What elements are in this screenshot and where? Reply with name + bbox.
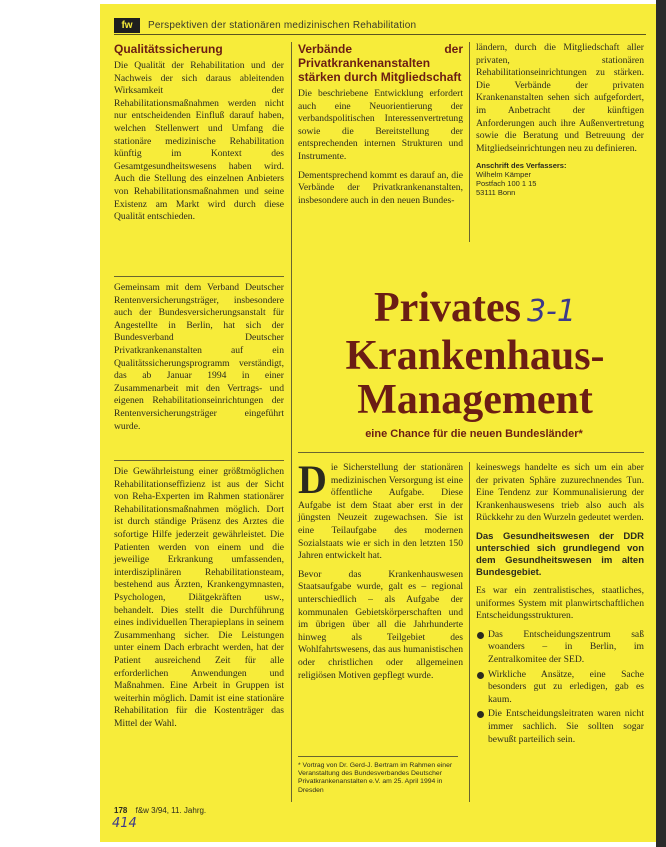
article-column-2 [476, 462, 644, 748]
left-column [114, 42, 284, 230]
author-label: Anschrift des Verfassers: [476, 161, 567, 171]
handwritten-note: 3-1 [526, 294, 576, 329]
section-heading-verbaende: Verbände der Privatkrankenanstalten stärken durch Mitgliedschaft [298, 42, 463, 84]
paragraph: Es war ein zentralistisches, staatliches, uniformes System mit planwirtschaftlichen Entscheidungsstrukturen. [476, 584, 644, 622]
author-line: Postfach 100 1 15 [476, 179, 537, 189]
author-line: 53111 Bonn [476, 188, 516, 198]
left-column-part2 [114, 282, 284, 439]
lead-paragraph: Das Gesundheitswesen der DDR unterschied sich grundlegend von dem Gesundheitswesen im alten Bundesgebiet. [476, 530, 644, 578]
paragraph: Gemeinsam mit dem Verband Deutscher Rentenversicherungsträger, insbesondere auch der Bundesversicherungsanstalt für Angestellte in Berlin, hat sich der Bundesverband Deutscher Privatkrankenanstalten auf ein Qualitätssicherungsprogramm verständigt, das ab Januar 1994 in einer Zusammenarbeit mit den Vertrags- und eigenen Rehabilitationseinrichtungen der Rentenversicherungsträger eingeführt wurde. [114, 282, 284, 432]
title-line-2: Krankenhaus- [345, 333, 605, 379]
footnote-rule [298, 756, 458, 757]
publication-logo: fw [114, 18, 140, 33]
paragraph: Die beschriebene Entwicklung erfordert auch eine Neuorientierung der verbandspolitischen Interessenvertretung sowie die Bereitstellung der entsprechenden internen Strukturen und Instrumente. [298, 88, 463, 162]
list-item: Das Entscheidungszentrum saß woanders – in Berlin, im Zentralkomitee der SED. [476, 629, 644, 667]
column-rule [114, 276, 284, 277]
title-rule [298, 452, 644, 453]
paragraph: ländern, durch die Mitgliedschaft aller privaten, stationären Rehabilitationseinrichtungen zu stärken. Die Verbände der privaten Krankenanstalten sehen sich aufgefordert, im Anbetracht der künftigen Anforderungen auch ihre Außenvertretung sowie die Beratung und Betreuung der Mitgliedseinrichtungen neu zu definieren. [476, 42, 644, 154]
column-rule [114, 460, 284, 461]
column-divider [469, 462, 470, 802]
right-column [476, 42, 644, 197]
author-address [476, 161, 644, 197]
paragraph: Dementsprechend kommt es darauf an, die Verbände der Privatkrankenanstalten, insbesondere auch in den neuen Bundes- [298, 169, 463, 206]
article-title [325, 286, 625, 422]
paragraph-text: ie Sicherstellung der stationären medizinischen Versorgung ist eine öffentliche Aufgabe. Diese Aufgabe ist dem Staat aber erst in der jüngsten Neuzeit zugewachsen. Sie ist eine Teilaufgabe des modernen Sozialstaats wie er sich in den letzten 150 Jahren entwickelt hat. [298, 462, 463, 562]
column-divider [291, 42, 292, 802]
bullet-list [476, 629, 644, 746]
issue-info: f&w 3/94, 11. Jahrg. [135, 806, 207, 815]
footnote: * Vortrag von Dr. Gerd-J. Bertram im Rahmen einer Veranstaltung des Bundesverbandes Deutscher Privatkrankenanstalten e.V. am 25. April 1994 in Dresden [298, 762, 453, 794]
page-number: 178 [114, 806, 128, 815]
article-column-1 [298, 457, 463, 688]
author-line: Wilhelm Kämper [476, 170, 532, 180]
title-line-1: Privates [374, 285, 521, 331]
magazine-page [100, 4, 656, 842]
column-divider [469, 42, 470, 242]
running-header: Perspektiven der stationären medizinischen Rehabilitation [148, 20, 417, 31]
left-column-part3 [114, 466, 284, 736]
list-item: Die Entscheidungsleitraten waren nicht immer sachlich. Sie sollten sogar bewußt parteilich sein. [476, 708, 644, 746]
paragraph: keineswegs handelte es sich um ein aber der privaten Sphäre zuzurechnendes Tun. Eine Tendenz zur Kommunalisierung der Krankenhauswesens trieb also auch als Rückkehr zu den Wurzeln gedeutet werden. [476, 462, 644, 524]
title-line-3: Management [357, 377, 593, 423]
list-item: Wirkliche Ansätze, eine Sache besonders gut zu erledigen, gab es kaum. [476, 669, 644, 707]
section-heading-qualitaet: Qualitätssicherung [114, 42, 223, 56]
handwritten-page-note: 414 [112, 816, 137, 831]
page-footer [114, 806, 206, 815]
article-subtitle: eine Chance für die neuen Bundesländer* [365, 428, 583, 440]
paragraph: Die Qualität der Rehabilitation und der Nachweis der sich daraus ableitenden Wirksamkeit der Rehabilitationsmaßnahmen werden nicht nur entscheidenden Einfluß darauf haben, welchen Stellenwert und Umfang die stationäre medizinische Rehabilitation künftig im Kontext des Gesamtgesundheitswesens haben wird. Auch die Stellung des einzelnen Anbieters von Rehabilitationsmaßnahmen und seine Existenz am Markt wird durch diese Qualität entschieden. [114, 60, 284, 223]
paragraph: Die Gewährleistung einer größtmöglichen Rehabilitationseffizienz ist aus der Sicht von Reha-Experten im Rahmen stationärer Rehabilitationsmaßnahmen möglich. Dort ist durch ständige Präsenz des Arztes die sofortige Hilfe jederzeit gewährleistet. Die Patienten werden von einem und die jeweilige Erkrankung umfassenden, interdisziplinären Rehabilitationsteam, bestehend aus Ärzten, Krankengymnasten, Psychologen, Diätgekräften usw., behandelt. Dies stellt die Durchführung eines individuellen Therapieplans in seinem Zusammenhang sicher. Die Leistungen unter einem Dach erbracht werden, hat der Patient ausreichend Zeit für alle erforderlichen Anwendungen und Maßnahmen. Eine Arbeit in Gruppen ist weiterhin möglich. Damit ist eine stationäre Rehabilitation für die Kostenträger das Mittel der Wahl. [114, 466, 284, 729]
scan-edge [656, 0, 666, 847]
page-header [114, 20, 646, 35]
middle-column [298, 42, 463, 213]
drop-cap: D [298, 457, 327, 502]
paragraph: Bevor das Krankenhauswesen Staatsaufgabe wurde, galt es – regional unterschiedlich – als Aufgabe der kommunalen Gebietskörperschaften und im übrigen über all die Jahrhunderte hinweg als Teilgebiet des Wohlfahrtswesens, das aus humanistischen oder christlichen oder allgemeinen religiösen Motiven gepflegt wurde. [298, 568, 463, 681]
paragraph [298, 457, 463, 563]
